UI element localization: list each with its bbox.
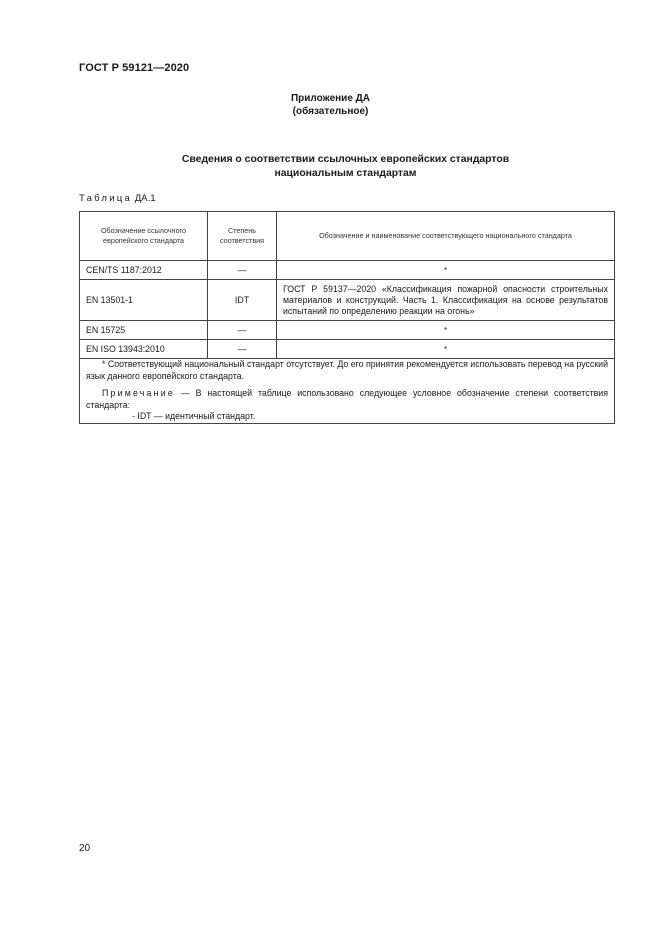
header-national-standard: Обозначение и наименование соответствующего национального стандарта xyxy=(277,212,615,261)
header-degree: Степень соответствия xyxy=(208,212,277,261)
cell-reference-standard: EN 15725 xyxy=(80,321,208,340)
section-title-line-2: национальным стандартам xyxy=(274,168,417,179)
cell-degree: IDT xyxy=(208,280,277,321)
cell-degree: — xyxy=(208,340,277,359)
appendix-subtitle: (обязательное) xyxy=(292,106,369,117)
cell-national-standard: ГОСТ Р 59137—2020 «Классификация пожарной опасности строительных материалов и конструкций. Часть 1. Классификация на основе результатов испытаний по определению реакции на огонь» xyxy=(277,280,615,321)
cell-degree: — xyxy=(208,321,277,340)
header-reference-standard: Обозначение ссылочного европейского стандарта xyxy=(80,212,208,261)
cell-degree: — xyxy=(208,261,277,280)
table-caption-word: Таблица xyxy=(79,193,133,204)
table-row xyxy=(80,280,615,321)
table-header-row xyxy=(80,212,615,261)
table-footnote: * Соответствующий национальный стандарт отсутствует. До его принятия рекомендуется использовать перевод на русский язык данного европейского стандарта. xyxy=(86,359,609,381)
appendix-title: Приложение ДА xyxy=(290,93,371,104)
note-label: Примечание xyxy=(102,388,175,398)
cell-national-standard: * xyxy=(277,340,615,359)
appendix-heading xyxy=(0,92,661,118)
table-caption xyxy=(79,193,156,204)
note-legend: - IDT — идентичный стандарт. xyxy=(132,411,256,421)
cell-reference-standard: CEN/TS 1187:2012 xyxy=(80,261,208,280)
section-title-line-1: Сведения о соответствии ссылочных европейских стандартов xyxy=(181,154,510,165)
table-note xyxy=(86,388,608,411)
table-row xyxy=(80,340,615,359)
cell-national-standard: * xyxy=(277,261,615,280)
table-row xyxy=(80,261,615,280)
section-title xyxy=(100,153,591,181)
note-text: — В настоящей таблице использовано следующее условное обозначение степени соответствия стандарта: xyxy=(86,388,608,410)
document-standard-id: ГОСТ Р 59121—2020 xyxy=(79,62,190,74)
table-caption-id: ДА.1 xyxy=(134,193,156,204)
cell-reference-standard: EN 13501-1 xyxy=(80,280,208,321)
table-row xyxy=(80,321,615,340)
table-notes-row xyxy=(80,359,615,424)
cell-national-standard: * xyxy=(277,321,615,340)
correspondence-table xyxy=(79,211,615,424)
page-number: 20 xyxy=(79,843,91,854)
table-notes xyxy=(80,359,615,424)
cell-reference-standard: EN ISO 13943:2010 xyxy=(80,340,208,359)
